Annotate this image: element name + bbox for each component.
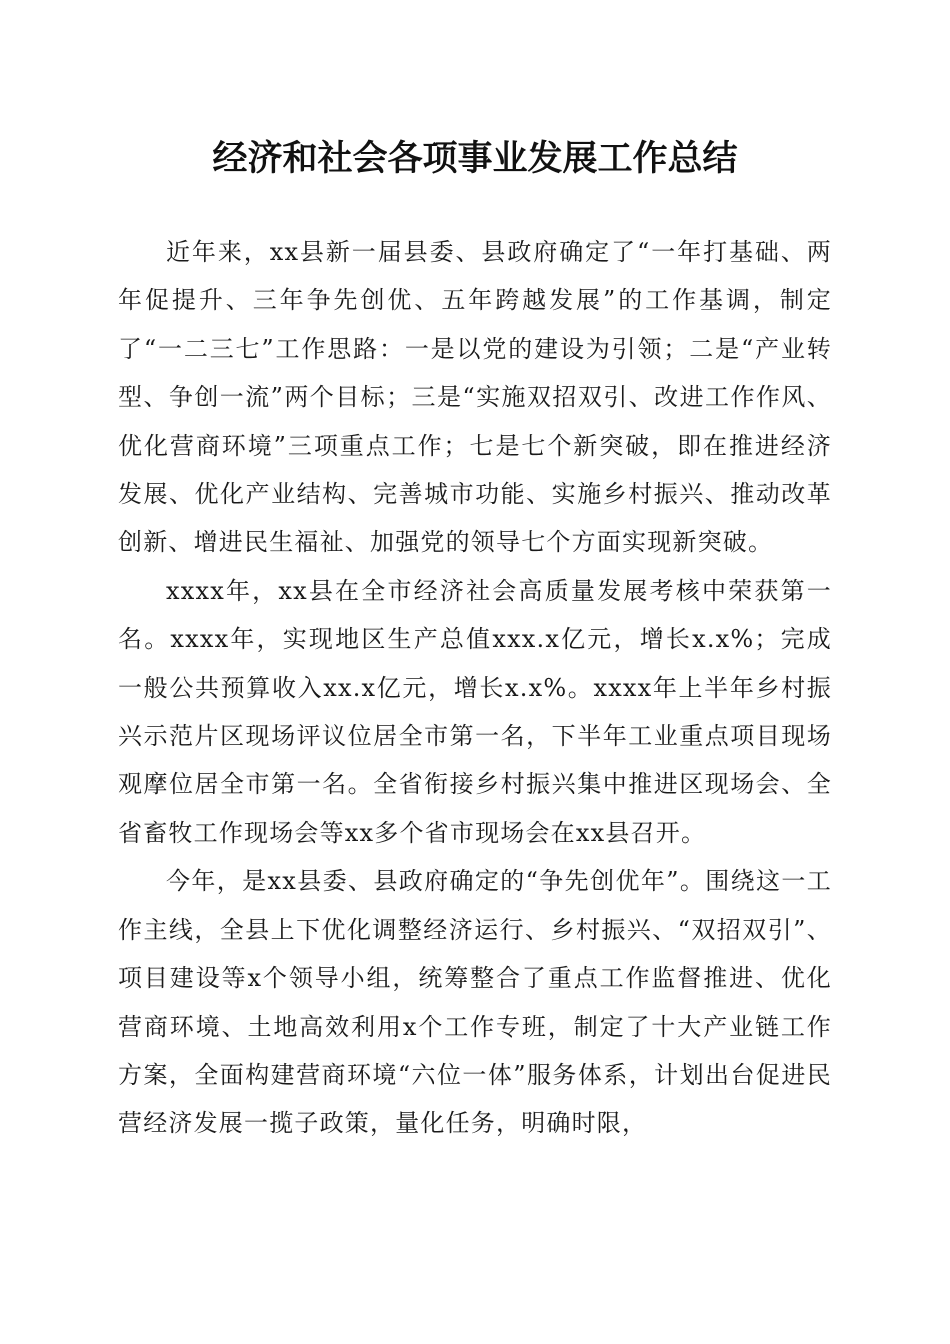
paragraph-intro: 近年来，xx县新一届县委、县政府确定了“一年打基础、两年促提升、三年争先创优、五年跨越发展”的工作基调，制定了“一二三七”工作思路：一是以党的建设为引领；二是“产业转型、争创一流”两个目标；三是“实施双招双引、改进工作作风、优化营商环境”三项重点工作；七是七个新突破，即在推进经济发展、优化产业结构、完善城市功能、实施乡村振兴、推动改革创新、增进民生福祉、加强党的领导七个方面实现新突破。	[118, 238, 832, 557]
document-title: 经济和社会各项事业发展工作总结	[212, 138, 738, 179]
paragraph-achievements: xxxx年，xx县在全市经济社会高质量发展考核中荣获第一名。xxxx年，实现地区生产总值xxx.x亿元，增长x.x%；完成一般公共预算收入xx.x亿元，增长x.x%。xxxx年上半年乡村振兴示范片区现场评议位居全市第一名，下半年工业重点项目现场观摩位居全市第一名。全省衔接乡村振兴集中推进区现场会、全省畜牧工作现场会等xx多个省市现场会在xx县召开。	[118, 576, 832, 847]
paragraph-this-year: 今年，是xx县委、县政府确定的“争先创优年”。围绕这一工作主线，全县上下优化调整经济运行、乡村振兴、“双招双引”、项目建设等x个领导小组，统筹整合了重点工作监督推进、优化营商环境、土地高效利用x个工作专班，制定了十大产业链工作方案，全面构建营商环境“六位一体”服务体系，计划出台促进民营经济发展一揽子政策，量化任务，明确时限，	[118, 867, 832, 1138]
document-body	[118, 228, 832, 1148]
